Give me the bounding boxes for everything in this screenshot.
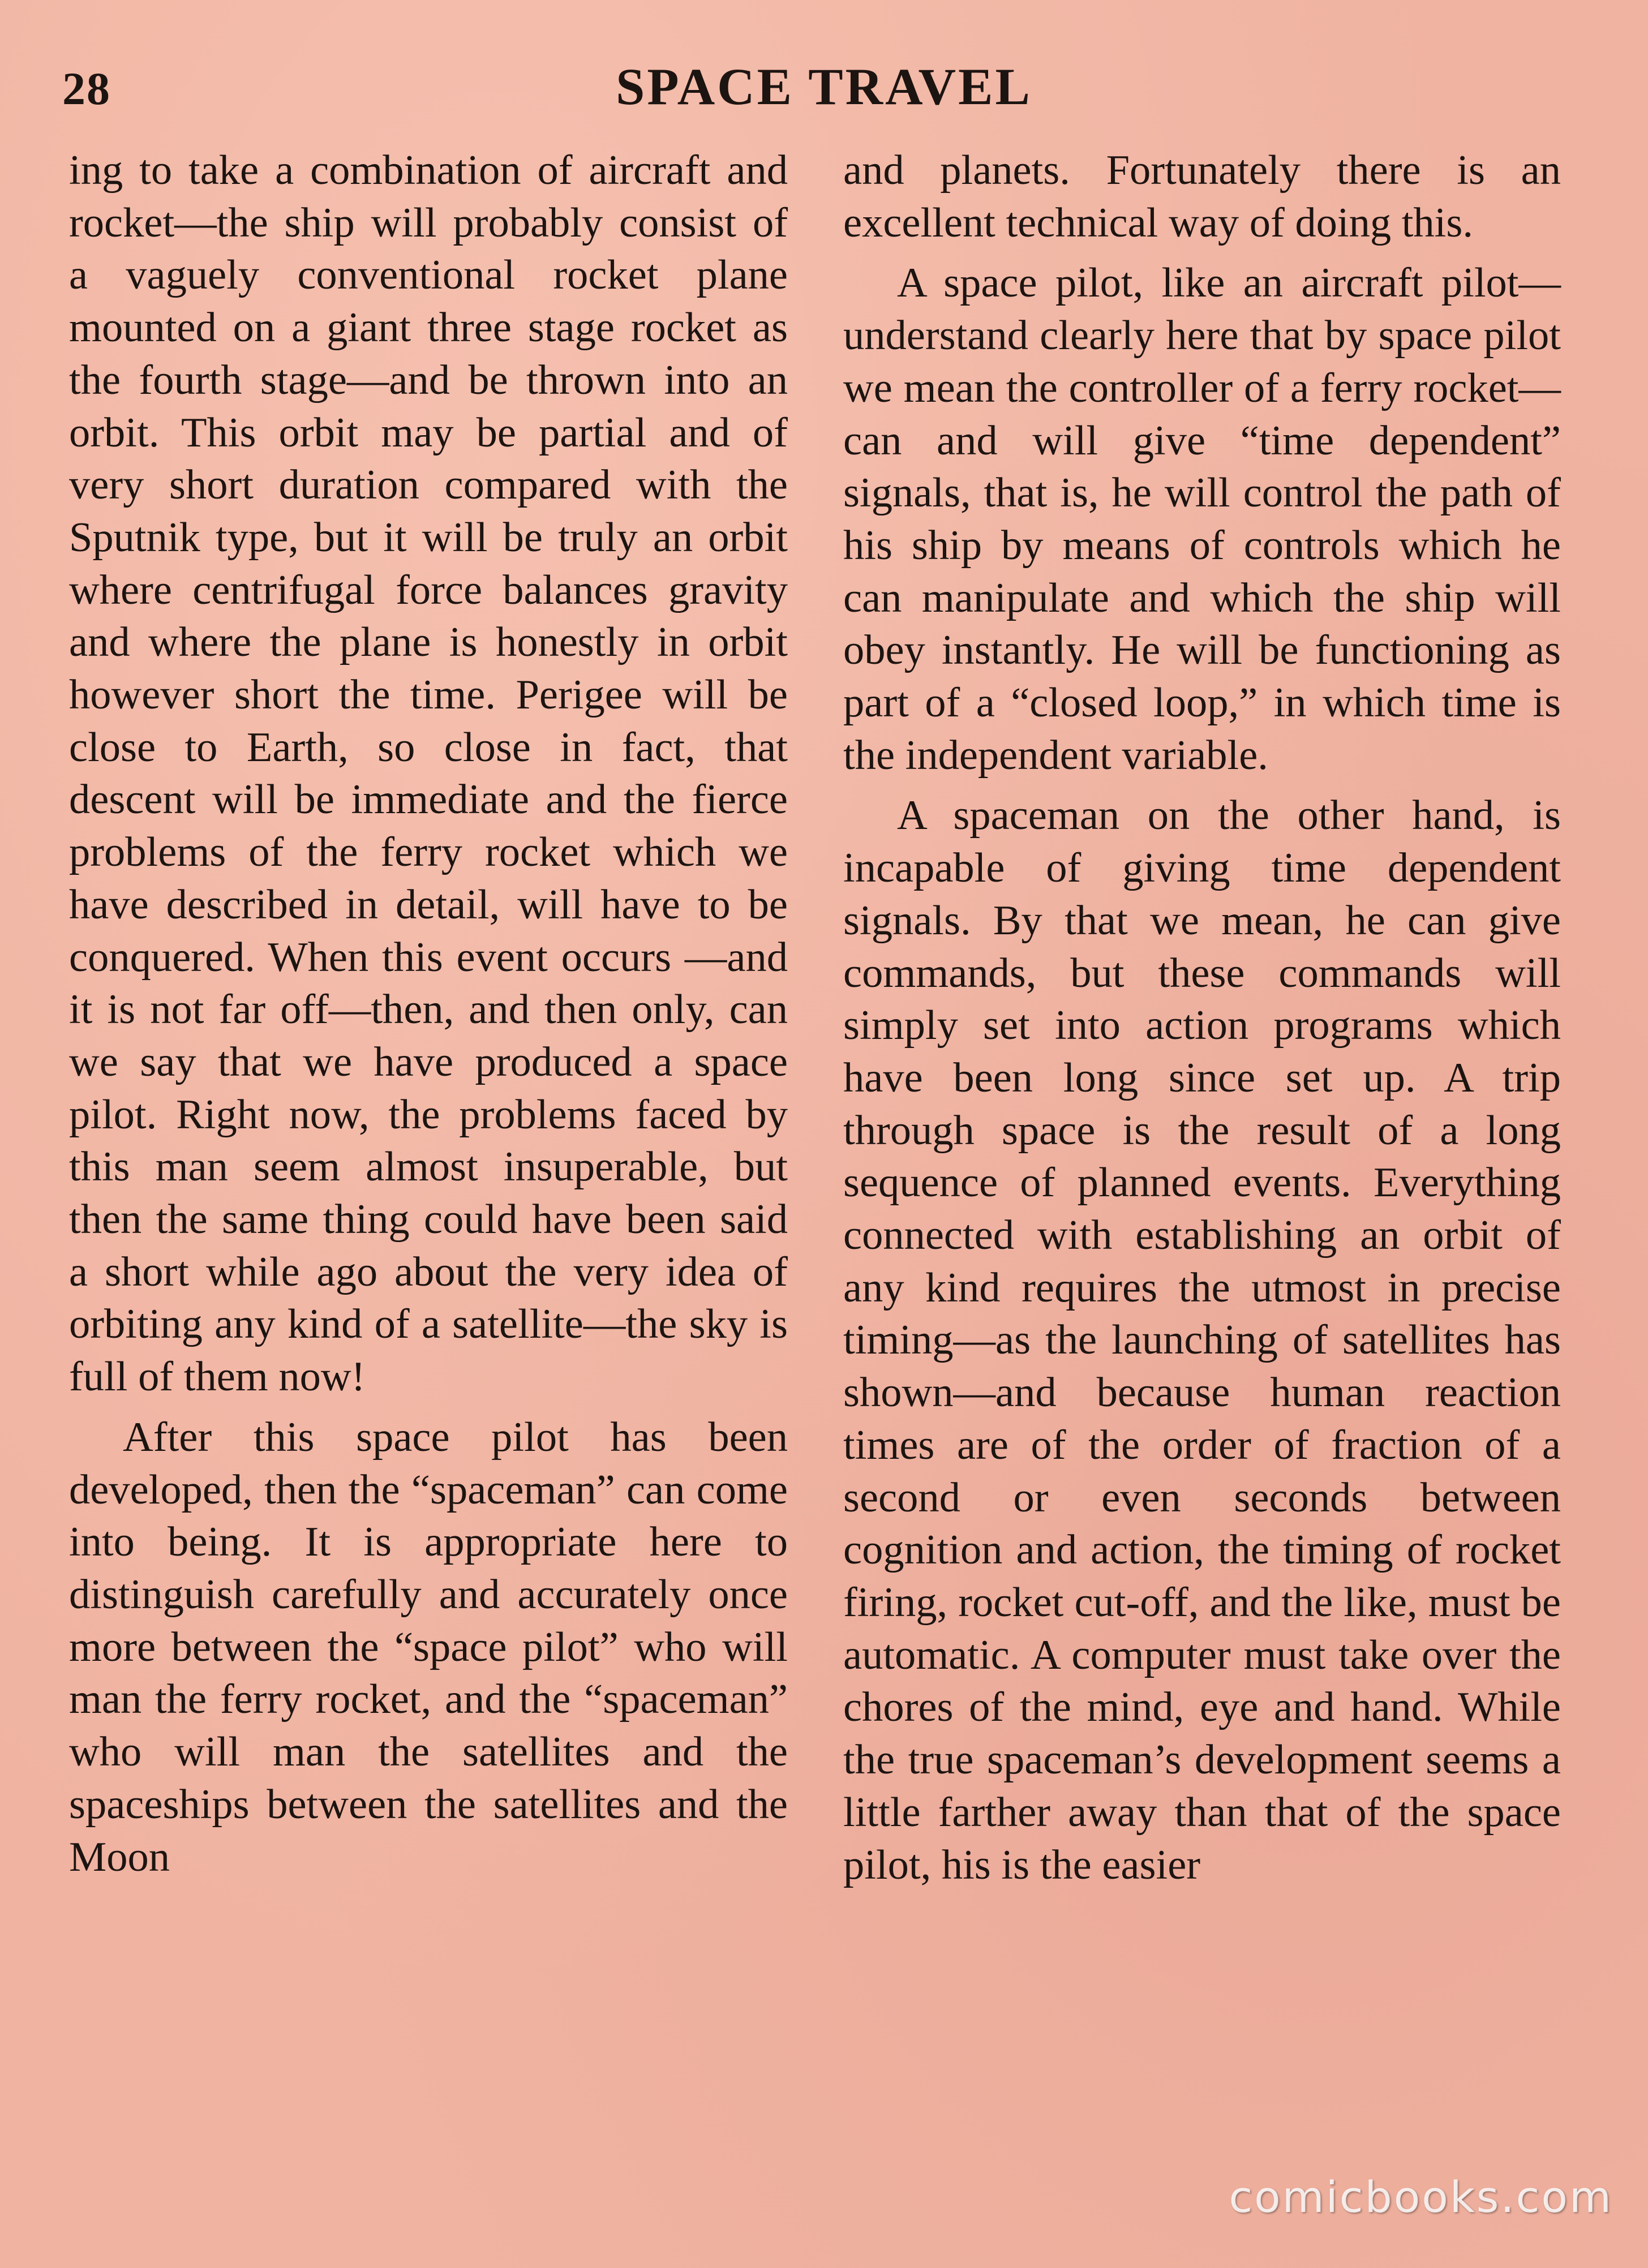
running-head: SPACE TRAVEL xyxy=(616,58,1032,115)
paragraph: A spaceman on the other hand, is incapable of giving time dependent signals. By that we mean, he can give commands, but these commands will simply set into action programs which have been long since set up. A trip through space is the result of a long sequence of planned events. Everything connected with establishing an orbit of any kind requires the utmost in precise timing—as the launching of satellites has shown—and because human reaction times are of the order of fraction of a second or even seconds between cognition and action, the timing of rocket firing, rocket cut-off, and the like, must be automatic. A computer must take over the chores of the mind, eye and hand. While the true spaceman’s development seems a little farther away than that of the space pilot, his is the easier xyxy=(843,792,1561,1888)
paragraph: A space pilot, like an aircraft pilot—understand clearly here that by space pilot we mean the controller of a ferry rocket—can and will give “time dependent” signals, that is, he will control the path of his ship by means of controls which he can manipulate and which the ship will obey instantly. He will be functioning as part of a “closed loop,” in which time is the independent variable. xyxy=(843,260,1561,779)
page-number: 28 xyxy=(62,63,111,114)
paragraph: After this space pilot has been developed, then the “spaceman” can come into being. It is appropriate here to distinguish carefully and accurately once more between the “space pilot” who will man the ferry rocket, and the “spaceman” who will man the satellites and the spaceships between the satellites and the Moon xyxy=(69,1414,788,1880)
paragraph: and planets. Fortunately there is an excellent technical way of doing this. xyxy=(843,147,1561,246)
watermark: comicbooks.com xyxy=(1229,2172,1613,2222)
right-column xyxy=(843,144,1561,1891)
page-header xyxy=(0,45,1648,124)
left-column xyxy=(69,144,788,1883)
paragraph: ing to take a combination of aircraft and rocket—the ship will probably consist of a vaguely conventional rocket plane mounted on a giant three stage rocket as the fourth stage—and be thrown into an orbit. This orbit may be partial and of very short duration compared with the Sputnik type, but it will be truly an orbit where centrifugal force balances gravity and where the plane is honestly in orbit however short the time. Perigee will be close to Earth, so close in fact, that descent will be immediate and the fierce problems of the ferry rocket which we have described in detail, will have to be conquered. When this event occurs —and it is not far off—then, and then only, can we say that we have produced a space pilot. Right now, the problems faced by this man seem almost insuperable, but then the same thing could have been said a short while ago about the very idea of orbiting any kind of a satellite—the sky is full of them now! xyxy=(69,147,788,1401)
